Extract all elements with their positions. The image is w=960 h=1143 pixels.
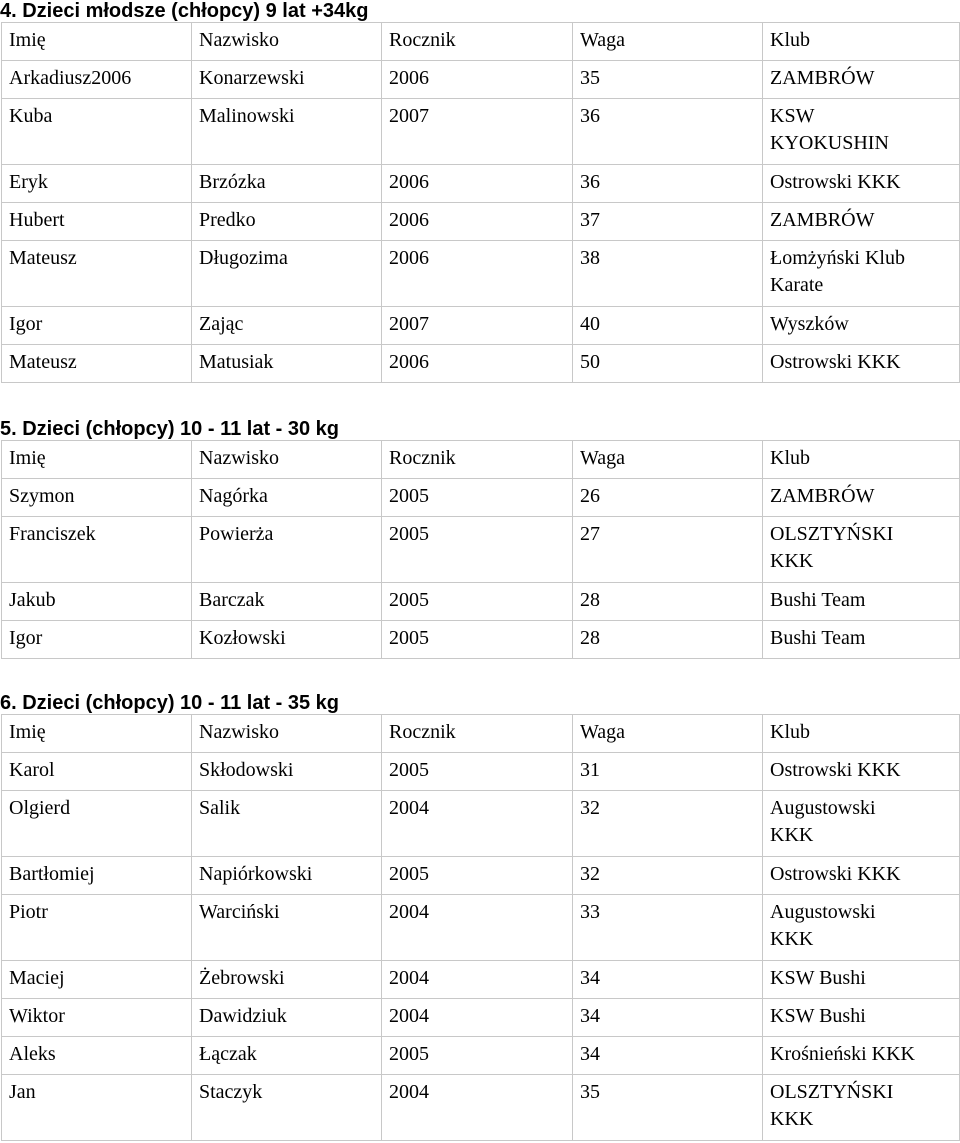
- header-first-name: Imię: [2, 715, 192, 753]
- cell-weight: 36: [573, 165, 763, 203]
- club-name: OLSZTYŃSKI KKK: [770, 523, 894, 572]
- cell-first-name: Wiktor: [2, 999, 192, 1037]
- cell-weight: 36: [573, 99, 763, 165]
- table-row: [2, 345, 960, 383]
- cell-year: 2005: [382, 517, 573, 583]
- cell-first-name: Mateusz: [2, 241, 192, 307]
- cell-club: [763, 345, 960, 383]
- cell-last-name: Powierża: [192, 517, 382, 583]
- cell-club: [763, 895, 960, 961]
- club-name: ZAMBRÓW: [770, 67, 875, 89]
- cell-weight: 26: [573, 479, 763, 517]
- table-header-row: [2, 23, 960, 61]
- cell-year: 2007: [382, 307, 573, 345]
- cell-last-name: Salik: [192, 791, 382, 857]
- results-table: [1, 22, 960, 383]
- category-title: 4. Dzieci młodsze (chłopcy) 9 lat +34kg: [0, 0, 369, 22]
- cell-weight: 37: [573, 203, 763, 241]
- category-title: 6. Dzieci (chłopcy) 10 - 11 lat - 35 kg: [0, 692, 340, 714]
- cell-last-name: Predko: [192, 203, 382, 241]
- cell-club: [763, 961, 960, 999]
- table-header-row: [2, 441, 960, 479]
- cell-weight: 27: [573, 517, 763, 583]
- cell-club: [763, 583, 960, 621]
- cell-club: [763, 1037, 960, 1075]
- header-first-name: Imię: [2, 23, 192, 61]
- header-year: Rocznik: [382, 715, 573, 753]
- cell-first-name: Szymon: [2, 479, 192, 517]
- cell-year: 2005: [382, 479, 573, 517]
- header-club: Klub: [763, 715, 960, 753]
- cell-last-name: Malinowski: [192, 99, 382, 165]
- club-name: KSW Bushi: [770, 967, 866, 989]
- cell-first-name: Olgierd: [2, 791, 192, 857]
- cell-last-name: Napiórkowski: [192, 857, 382, 895]
- results-table: [1, 440, 960, 659]
- header-club: Klub: [763, 441, 960, 479]
- cell-first-name: Jakub: [2, 583, 192, 621]
- cell-last-name: Długozima: [192, 241, 382, 307]
- cell-weight: 32: [573, 857, 763, 895]
- cell-first-name: Franciszek: [2, 517, 192, 583]
- cell-first-name: Maciej: [2, 961, 192, 999]
- club-name: Augustowski KKK: [770, 901, 876, 950]
- cell-weight: 50: [573, 345, 763, 383]
- header-first-name: Imię: [2, 441, 192, 479]
- cell-last-name: Dawidziuk: [192, 999, 382, 1037]
- cell-first-name: Mateusz: [2, 345, 192, 383]
- cell-year: 2005: [382, 857, 573, 895]
- cell-weight: 38: [573, 241, 763, 307]
- cell-weight: 34: [573, 1037, 763, 1075]
- cell-club: [763, 753, 960, 791]
- club-name: Krośnieński KKK: [770, 1043, 915, 1065]
- cell-first-name: Igor: [2, 621, 192, 659]
- cell-club: [763, 791, 960, 857]
- cell-last-name: Brzózka: [192, 165, 382, 203]
- cell-last-name: Zając: [192, 307, 382, 345]
- cell-year: 2004: [382, 999, 573, 1037]
- cell-year: 2006: [382, 203, 573, 241]
- cell-first-name: Eryk: [2, 165, 192, 203]
- cell-year: 2006: [382, 241, 573, 307]
- cell-weight: 33: [573, 895, 763, 961]
- cell-last-name: Kozłowski: [192, 621, 382, 659]
- table-row: [2, 203, 960, 241]
- results-table: [1, 714, 960, 1141]
- cell-last-name: Warciński: [192, 895, 382, 961]
- cell-year: 2006: [382, 61, 573, 99]
- cell-weight: 34: [573, 999, 763, 1037]
- table-row: [2, 583, 960, 621]
- cell-year: 2004: [382, 1075, 573, 1141]
- category-section: [0, 0, 960, 383]
- cell-weight: 35: [573, 1075, 763, 1141]
- club-name: Bushi Team: [770, 589, 866, 611]
- cell-club: [763, 857, 960, 895]
- cell-year: 2006: [382, 345, 573, 383]
- cell-weight: 28: [573, 583, 763, 621]
- cell-year: 2005: [382, 583, 573, 621]
- table-row: [2, 61, 960, 99]
- table-row: [2, 99, 960, 165]
- cell-year: 2004: [382, 961, 573, 999]
- cell-last-name: Łączak: [192, 1037, 382, 1075]
- club-name: Bushi Team: [770, 627, 866, 649]
- category-title: 5. Dzieci (chłopcy) 10 - 11 lat - 30 kg: [0, 418, 340, 440]
- cell-last-name: Staczyk: [192, 1075, 382, 1141]
- table-row: [2, 241, 960, 307]
- table-row: [2, 753, 960, 791]
- club-name: ZAMBRÓW: [770, 209, 875, 231]
- header-weight: Waga: [573, 441, 763, 479]
- cell-weight: 28: [573, 621, 763, 659]
- cell-year: 2005: [382, 1037, 573, 1075]
- cell-last-name: Skłodowski: [192, 753, 382, 791]
- cell-club: [763, 165, 960, 203]
- club-name: ZAMBRÓW: [770, 485, 875, 507]
- cell-first-name: Piotr: [2, 895, 192, 961]
- cell-weight: 40: [573, 307, 763, 345]
- cell-first-name: Jan: [2, 1075, 192, 1141]
- cell-year: 2005: [382, 621, 573, 659]
- cell-club: [763, 999, 960, 1037]
- table-row: [2, 857, 960, 895]
- club-name: Ostrowski KKK: [770, 171, 901, 193]
- cell-first-name: Arkadiusz2006: [2, 61, 192, 99]
- club-name: Augustowski KKK: [770, 797, 876, 846]
- club-name: Ostrowski KKK: [770, 759, 901, 781]
- cell-first-name: Karol: [2, 753, 192, 791]
- header-last-name: Nazwisko: [192, 23, 382, 61]
- header-last-name: Nazwisko: [192, 715, 382, 753]
- club-name: Wyszków: [770, 313, 849, 335]
- cell-last-name: Żebrowski: [192, 961, 382, 999]
- club-name: KSW Bushi: [770, 1005, 866, 1027]
- category-section: [0, 418, 960, 659]
- cell-last-name: Nagórka: [192, 479, 382, 517]
- table-row: [2, 791, 960, 857]
- cell-club: [763, 479, 960, 517]
- cell-year: 2007: [382, 99, 573, 165]
- cell-weight: 34: [573, 961, 763, 999]
- table-row: [2, 1037, 960, 1075]
- club-name: OLSZTYŃSKI KKK: [770, 1081, 894, 1130]
- cell-club: [763, 241, 960, 307]
- table-row: [2, 999, 960, 1037]
- cell-club: [763, 1075, 960, 1141]
- club-name: KSW KYOKUSHIN: [770, 105, 889, 154]
- cell-club: [763, 517, 960, 583]
- club-name: Łomżyński Klub Karate: [770, 247, 905, 296]
- cell-club: [763, 621, 960, 659]
- category-section: [0, 692, 960, 1141]
- cell-last-name: Barczak: [192, 583, 382, 621]
- cell-last-name: Matusiak: [192, 345, 382, 383]
- cell-weight: 31: [573, 753, 763, 791]
- cell-first-name: Igor: [2, 307, 192, 345]
- table-row: [2, 517, 960, 583]
- table-row: [2, 895, 960, 961]
- cell-club: [763, 99, 960, 165]
- header-year: Rocznik: [382, 23, 573, 61]
- cell-first-name: Hubert: [2, 203, 192, 241]
- table-row: [2, 165, 960, 203]
- table-row: [2, 961, 960, 999]
- cell-club: [763, 61, 960, 99]
- table-row: [2, 307, 960, 345]
- header-club: Klub: [763, 23, 960, 61]
- cell-first-name: Bartłomiej: [2, 857, 192, 895]
- header-last-name: Nazwisko: [192, 441, 382, 479]
- cell-year: 2004: [382, 895, 573, 961]
- table-row: [2, 479, 960, 517]
- cell-weight: 35: [573, 61, 763, 99]
- cell-last-name: Konarzewski: [192, 61, 382, 99]
- cell-club: [763, 203, 960, 241]
- cell-year: 2006: [382, 165, 573, 203]
- table-row: [2, 1075, 960, 1141]
- table-row: [2, 621, 960, 659]
- club-name: Ostrowski KKK: [770, 863, 901, 885]
- cell-weight: 32: [573, 791, 763, 857]
- cell-first-name: Aleks: [2, 1037, 192, 1075]
- cell-first-name: Kuba: [2, 99, 192, 165]
- header-weight: Waga: [573, 23, 763, 61]
- cell-year: 2004: [382, 791, 573, 857]
- cell-year: 2005: [382, 753, 573, 791]
- club-name: Ostrowski KKK: [770, 351, 901, 373]
- header-weight: Waga: [573, 715, 763, 753]
- header-year: Rocznik: [382, 441, 573, 479]
- cell-club: [763, 307, 960, 345]
- table-header-row: [2, 715, 960, 753]
